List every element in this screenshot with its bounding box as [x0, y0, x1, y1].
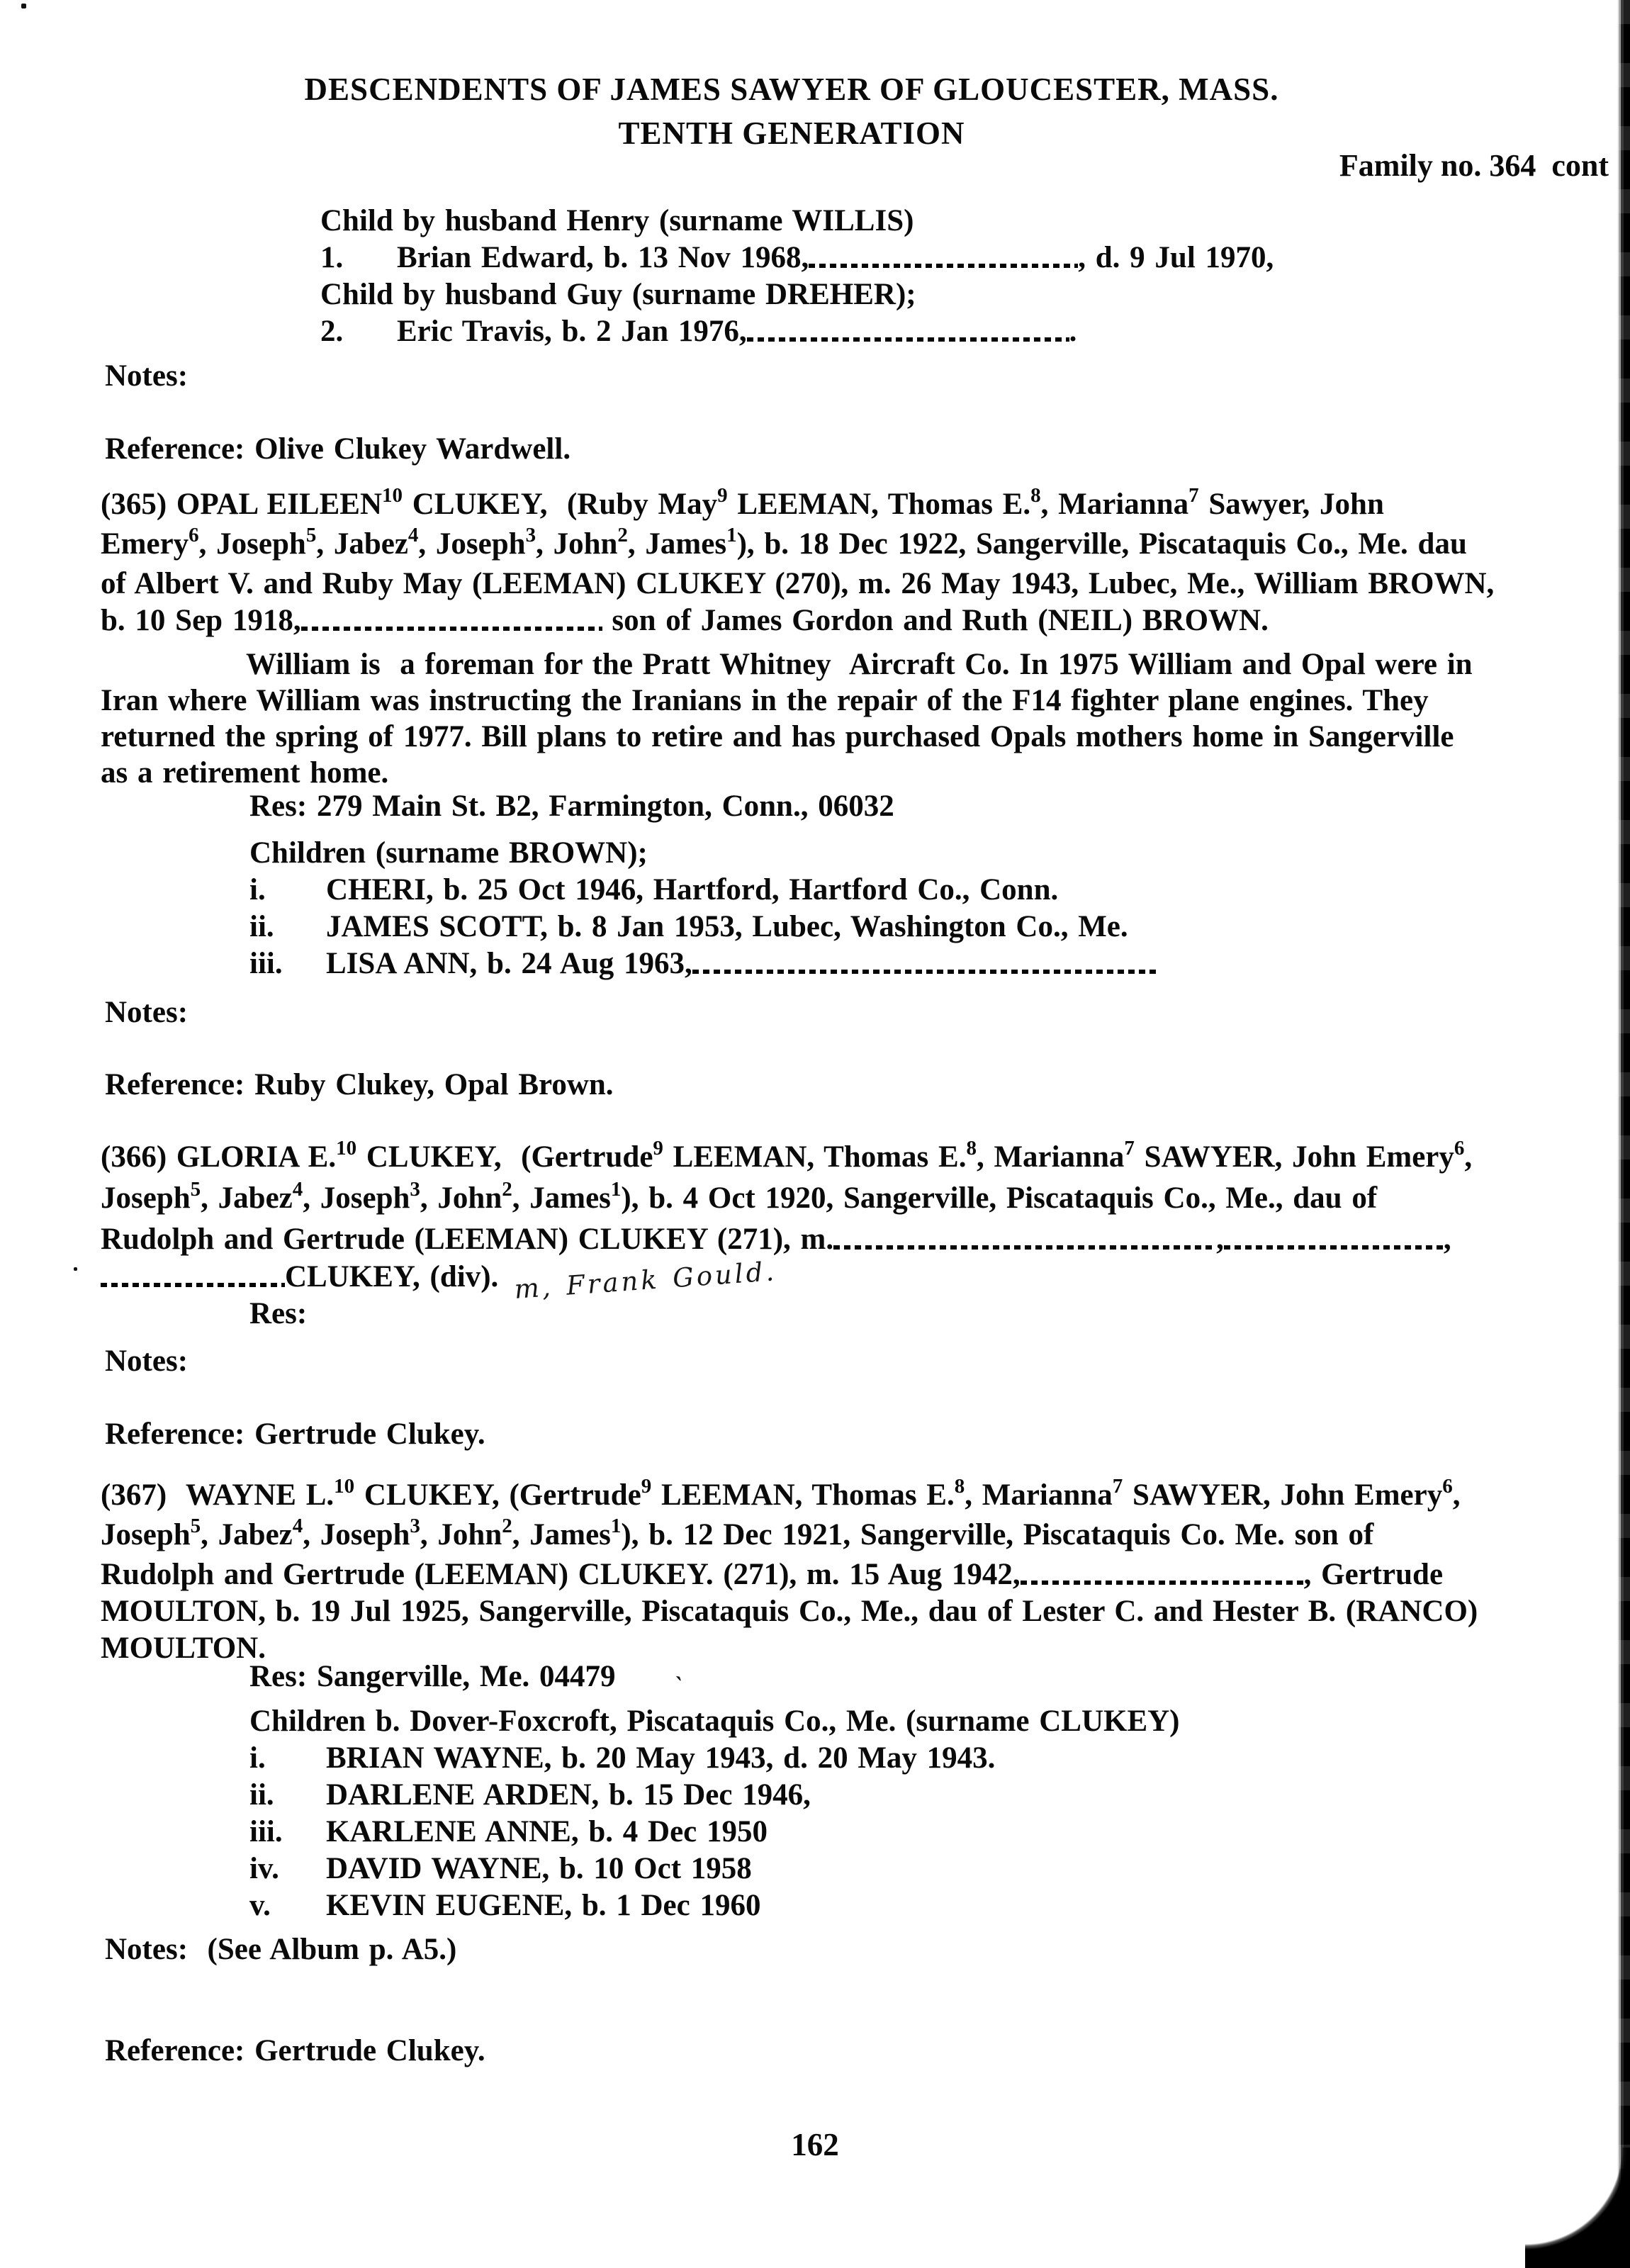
text-run: Sawyer, John — [1198, 488, 1384, 521]
dotted-blank-line — [1224, 1245, 1444, 1250]
text-line — [249, 1703, 1180, 1740]
text-run: as a retirement home. — [101, 756, 389, 790]
text-run: CHERI, b. 25 Oct 1946, Hartford, Hartford Co., Conn. — [326, 873, 1059, 906]
page-title: DESCENDENTS OF JAMES SAWYER OF GLOUCESTER, MASS. — [304, 72, 1279, 107]
text-run: ), b. 12 Dec 1921, Sangerville, Piscataquis Co. Me. son of — [621, 1518, 1374, 1551]
list-numeral: ii. — [249, 1778, 274, 1812]
text-line — [249, 1658, 616, 1695]
text-line — [249, 1851, 1180, 1887]
text-run: Children b. Dover-Foxcroft, Piscataquis Co., Me. (surname CLUKEY) — [249, 1705, 1180, 1738]
residence-family-366 — [249, 1296, 307, 1332]
text-line — [249, 945, 1157, 982]
text-line — [105, 1416, 485, 1453]
text-line — [249, 1887, 1180, 1924]
text-run: , John — [420, 1518, 502, 1551]
text-run: CLUKEY, (Gertrude — [356, 1140, 653, 1174]
text-line — [101, 719, 1473, 755]
list-numeral: iii. — [249, 947, 283, 980]
text-run: Joseph — [101, 1181, 191, 1215]
text-run: , d. 9 Jul 1970, — [1078, 241, 1274, 274]
text-run: b. 10 Sep 1918, — [101, 604, 301, 637]
text-run: William is a foreman for the Pratt Whitney Aircraft Co. In 1975 William and Opal were in — [246, 648, 1473, 681]
text-line — [249, 788, 894, 825]
generation-superscript: 2 — [502, 1178, 512, 1201]
family-367-entry — [101, 1477, 1478, 1667]
list-numeral: i. — [249, 873, 266, 906]
text-run: , — [1464, 1140, 1473, 1174]
text-line — [101, 566, 1494, 602]
text-line — [249, 1814, 1180, 1851]
text-line — [101, 1256, 1472, 1305]
text-run: Rudolph and Gertrude (LEEMAN) CLUKEY (271), m. — [101, 1223, 834, 1256]
generation-superscript: 4 — [292, 1178, 303, 1201]
text-line — [101, 755, 1473, 791]
text-run: , Joseph — [303, 1518, 410, 1551]
children-family-364 — [320, 203, 1274, 350]
text-run: , Jabez — [201, 1518, 293, 1551]
generation-superscript: 7 — [1112, 1475, 1123, 1498]
scan-edge-right — [1616, 0, 1630, 2268]
generation-superscript: 9 — [717, 484, 728, 507]
generation-superscript: 1 — [726, 524, 737, 546]
generation-superscript: 5 — [305, 524, 317, 546]
text-run: KARLENE ANNE, b. 4 Dec 1950 — [326, 1815, 768, 1848]
text-run: , James — [512, 1181, 611, 1215]
text-line — [105, 994, 188, 1031]
text-run: , Jabez — [201, 1181, 293, 1215]
text-run: ), b. 4 Oct 1920, Sangerville, Piscataquis Co., Me., dau of — [621, 1181, 1378, 1215]
reference-family-364 — [105, 431, 570, 468]
generation-superscript: 1 — [610, 1178, 622, 1201]
generation-superscript: 4 — [408, 524, 419, 546]
text-line — [101, 1179, 1472, 1220]
text-run: LISA ANN, b. 24 Aug 1963, — [326, 947, 692, 980]
text-line — [320, 313, 1274, 350]
generation-superscript: 10 — [334, 1475, 355, 1498]
text-run: Notes: — [105, 996, 189, 1029]
text-run: Rudolph and Gertrude (LEEMAN) CLUKEY. (271), m. 15 Aug 1942, — [101, 1558, 1021, 1591]
scan-corner-bottom-right — [1525, 2148, 1630, 2268]
text-run: Res: 279 Main St. B2, Farmington, Conn., 06032 — [249, 790, 894, 823]
text-run: , James — [512, 1518, 611, 1551]
list-numeral: 1. — [320, 241, 344, 274]
scan-artifact-dot — [21, 4, 26, 9]
text-line — [101, 486, 1494, 526]
text-line — [101, 1220, 1472, 1258]
generation-superscript: 8 — [966, 1137, 977, 1160]
text-run: , Jabez — [316, 527, 408, 561]
text-line — [105, 1067, 614, 1104]
text-run: Reference: Olive Clukey Wardwell. — [105, 432, 571, 466]
text-run: Reference: Ruby Clukey, Opal Brown. — [105, 1068, 614, 1101]
text-run: , John — [536, 527, 618, 561]
text-run: , John — [420, 1181, 502, 1215]
generation-superscript: 8 — [1030, 484, 1041, 507]
family-number-continuation: Family no. 364 cont — [1339, 148, 1609, 183]
text-run: SAWYER, John Emery — [1134, 1140, 1454, 1174]
text-line — [320, 240, 1274, 276]
generation-superscript: 8 — [954, 1475, 965, 1498]
generation-superscript: 10 — [336, 1137, 357, 1160]
children-family-365 — [249, 835, 1157, 982]
text-run: Children (surname BROWN); — [249, 836, 648, 870]
children-family-367 — [249, 1703, 1180, 1924]
page-subtitle: TENTH GENERATION — [618, 116, 965, 151]
notes-family-364 — [105, 358, 188, 395]
generation-superscript: 3 — [410, 1515, 420, 1537]
text-line — [101, 1593, 1478, 1630]
text-run: CLUKEY, (Ruby May — [403, 488, 718, 521]
text-run: Iran where William was instructing the Iranians in the repair of the F14 fighter plane engines. They — [101, 684, 1429, 717]
text-run: (366) GLORIA E. — [101, 1140, 337, 1174]
dotted-blank-line — [747, 337, 1069, 342]
text-run: LEEMAN, Thomas E. — [727, 488, 1031, 521]
text-run: Res: Sangerville, Me. 04479 — [249, 1660, 616, 1693]
reference-family-365 — [105, 1067, 614, 1104]
text-line — [249, 1740, 1180, 1777]
text-run: Reference: Gertrude Clukey. — [105, 2034, 485, 2067]
text-run: MOULTON, b. 19 Jul 1925, Sangerville, Piscataquis Co., Me., dau of Lester C. and Hester B. (RANCO) — [101, 1595, 1478, 1628]
text-run: LEEMAN, Thomas E. — [663, 1140, 967, 1174]
generation-superscript: 3 — [525, 524, 536, 546]
generation-superscript: 5 — [190, 1515, 201, 1537]
generation-superscript: 5 — [190, 1178, 201, 1201]
text-run: KEVIN EUGENE, b. 1 Dec 1960 — [326, 1889, 761, 1922]
notes-family-367 — [105, 1931, 456, 1968]
text-run: SAWYER, John Emery — [1123, 1478, 1443, 1512]
dotted-blank-line — [833, 1245, 1216, 1250]
text-run: (365) OPAL EILEEN — [101, 488, 383, 521]
text-run: CLUKEY, (Gertrude — [354, 1478, 641, 1512]
handwritten-annotation: m, Frank Gould. — [513, 1256, 778, 1305]
list-numeral: 2. — [320, 315, 344, 348]
text-line — [249, 1296, 307, 1332]
dotted-blank-line — [301, 627, 602, 631]
text-run: , — [1216, 1223, 1224, 1256]
text-line — [249, 909, 1157, 945]
text-line — [101, 526, 1494, 566]
generation-superscript: 6 — [1454, 1137, 1465, 1160]
text-run: BRIAN WAYNE, b. 20 May 1943, d. 20 May 1943. — [326, 1741, 996, 1775]
text-line — [101, 1477, 1478, 1517]
family-366-entry — [101, 1137, 1473, 1305]
dotted-blank-line — [1021, 1581, 1304, 1585]
text-run: , Joseph — [198, 527, 306, 561]
text-run: returned the spring of 1977. Bill plans to retire and has purchased Opals mothers home in Sangerville — [101, 720, 1454, 753]
text-run: , James — [627, 527, 727, 561]
text-run: Notes: — [105, 1344, 189, 1378]
text-run: Child by husband Henry (surname WILLIS) — [320, 204, 914, 237]
residence-family-365 — [249, 788, 894, 825]
generation-superscript: 3 — [410, 1178, 420, 1201]
text-line — [105, 431, 570, 468]
generation-superscript: 2 — [617, 524, 628, 546]
text-run: Eric Travis, b. 2 Jan 1976, — [397, 315, 747, 348]
family-365-entry — [101, 486, 1494, 639]
list-numeral: ii. — [249, 910, 274, 943]
page-number: 162 — [791, 2127, 839, 2162]
text-line — [101, 602, 1494, 639]
text-run: Brian Edward, b. 13 Nov 1968, — [397, 241, 809, 274]
text-run: MOULTON. — [101, 1632, 266, 1665]
generation-superscript: 4 — [292, 1515, 303, 1537]
text-run: JAMES SCOTT, b. 8 Jan 1953, Lubec, Washington Co., Me. — [326, 910, 1128, 943]
list-numeral: iii. — [249, 1815, 283, 1848]
generation-superscript: 6 — [1442, 1475, 1453, 1498]
text-line — [101, 1517, 1478, 1556]
generation-superscript: 9 — [641, 1475, 652, 1498]
dotted-blank-line — [692, 970, 1157, 974]
text-run: Notes: — [105, 359, 189, 393]
text-run: LEEMAN, Thomas E. — [651, 1478, 955, 1512]
text-run: Res: — [249, 1297, 308, 1330]
text-line — [101, 683, 1473, 719]
text-line — [105, 2033, 485, 2070]
text-run: Emery — [101, 527, 189, 561]
text-run: , Gertrude — [1303, 1558, 1444, 1591]
dotted-blank-line — [101, 1283, 285, 1287]
text-line — [105, 1343, 188, 1380]
residence-family-367 — [249, 1658, 616, 1695]
text-run: CLUKEY, (div). — [285, 1260, 499, 1293]
generation-superscript: 7 — [1188, 484, 1199, 507]
text-run: Child by husband Guy (surname DREHER); — [320, 278, 916, 311]
text-run: . — [1069, 315, 1077, 348]
text-line — [320, 203, 1274, 240]
text-run: Joseph — [101, 1518, 191, 1551]
notes-family-366 — [105, 1343, 188, 1380]
text-line — [249, 872, 1157, 909]
reference-family-366 — [105, 1416, 485, 1453]
text-line — [249, 835, 1157, 872]
dotted-blank-line — [809, 264, 1078, 268]
generation-superscript: 7 — [1124, 1137, 1135, 1160]
generation-superscript: 9 — [653, 1137, 663, 1160]
list-numeral: i. — [249, 1741, 266, 1775]
generation-superscript: 6 — [189, 524, 199, 546]
text-run: Reference: Gertrude Clukey. — [105, 1418, 485, 1451]
text-run: DAVID WAYNE, b. 10 Oct 1958 — [326, 1852, 752, 1885]
text-run: , Marianna — [976, 1140, 1125, 1174]
text-line — [105, 1931, 456, 1968]
notes-family-365 — [105, 994, 188, 1031]
text-run: , Joseph — [303, 1181, 410, 1215]
text-line — [101, 1556, 1478, 1593]
family-365-biography — [101, 646, 1473, 791]
generation-superscript: 1 — [610, 1515, 622, 1537]
text-line — [105, 358, 188, 395]
text-run: , Marianna — [1040, 488, 1189, 521]
generation-superscript: 2 — [502, 1515, 512, 1537]
scan-artifact-dot — [74, 1267, 77, 1271]
list-numeral: iv. — [249, 1852, 279, 1885]
reference-family-367 — [105, 2033, 485, 2070]
text-line — [101, 1138, 1472, 1179]
text-run: ), b. 18 Dec 1922, Sangerville, Piscataquis Co., Me. dau — [736, 527, 1467, 561]
text-run: of Albert V. and Ruby May (LEEMAN) CLUKEY (270), m. 26 May 1943, Lubec, Me., William BROWN, — [101, 567, 1495, 600]
text-run: , — [1443, 1223, 1451, 1256]
text-run: son of James Gordon and Ruth (NEIL) BROWN. — [602, 604, 1269, 637]
text-line — [320, 276, 1274, 313]
text-line — [249, 1777, 1180, 1814]
scan-artifact-mark: ` — [670, 1672, 685, 1700]
text-run: , — [1452, 1478, 1461, 1512]
text-run: (367) WAYNE L. — [101, 1478, 335, 1512]
text-run: , Marianna — [965, 1478, 1113, 1512]
text-run: Notes: (See Album p. A5.) — [105, 1933, 457, 1966]
generation-superscript: 10 — [382, 484, 403, 507]
text-run: , Joseph — [418, 527, 526, 561]
list-numeral: v. — [249, 1889, 271, 1922]
text-run: DARLENE ARDEN, b. 15 Dec 1946, — [326, 1778, 811, 1812]
text-line — [101, 646, 1473, 683]
